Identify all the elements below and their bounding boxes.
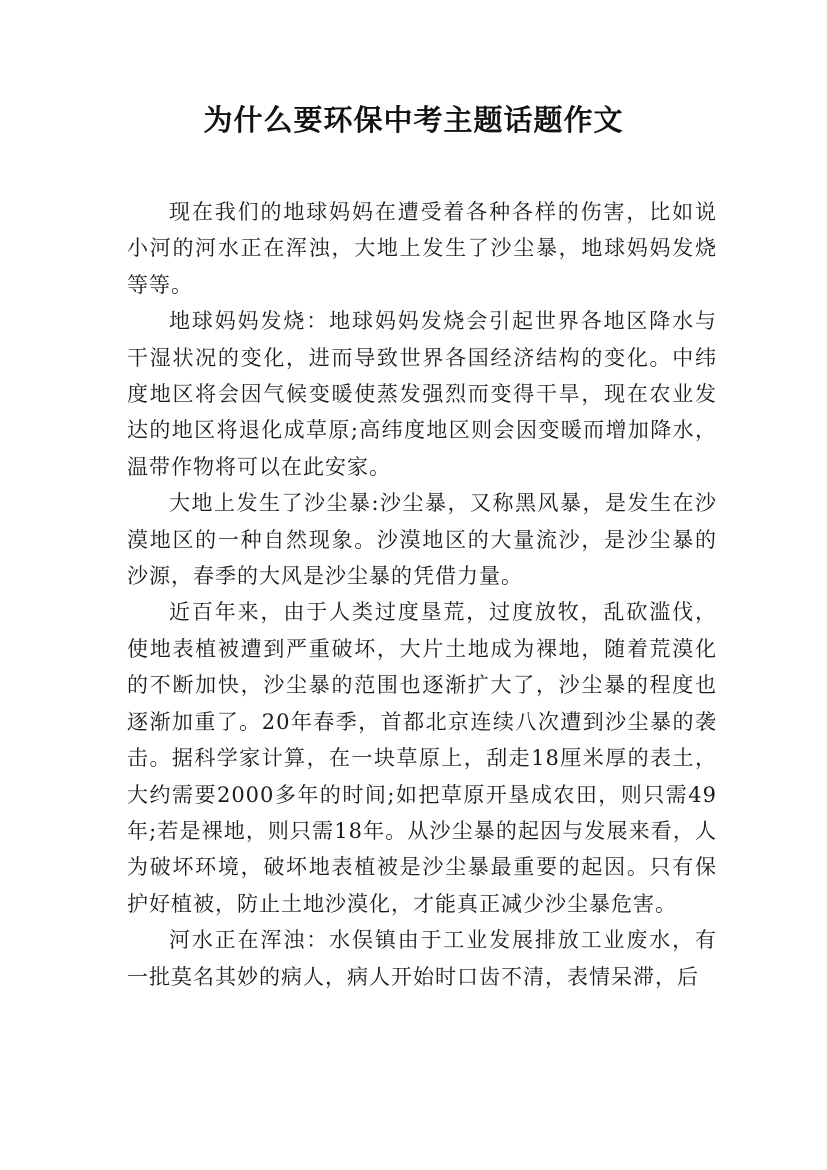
document-title: 为什么要环保中考主题话题作文 bbox=[203, 103, 624, 137]
paragraph: 大地上发生了沙尘暴:沙尘暴，又称黑风暴，是发生在沙漠地区的一种自然现象。沙漠地区的大量流沙，是沙尘暴的沙源，春季的大风是沙尘暴的凭借力量。 bbox=[127, 491, 717, 589]
paragraph: 现在我们的地球妈妈在遭受着各种各样的伤害，比如说小河的河水正在浑浊，大地上发生了沙尘暴，地球妈妈发烧等等。 bbox=[127, 200, 717, 297]
paragraph: 地球妈妈发烧：地球妈妈发烧会引起世界各地区降水与干湿状况的变化，进而导致世界各国经济结构的变化。中纬度地区将会因气候变暖使蒸发强烈而变得干旱，现在农业发达的地区将退化成草原;高纬度地区则会因变暖而增加降水，温带作物将可以在此安家。 bbox=[127, 309, 717, 479]
paragraph: 近百年来，由于人类过度垦荒，过度放牧，乱砍滥伐，使地表植被遭到严重破坏，大片土地成为裸地，随着荒漠化的不断加快，沙尘暴的范围也逐渐扩大了，沙尘暴的程度也逐渐加重了。20年春季，首都北京连续八次遭到沙尘暴的袭击。据科学家计算，在一块草原上，刮走18厘米厚的表土，大约需要2000多年的时间;如把草原开垦成农田，则只需49年;若是裸地，则只需18年。从沙尘暴的起因与发展来看，人为破坏环境，破坏地表植被是沙尘暴最重要的起因。只有保护好植被，防止土地沙漠化，才能真正减少沙尘暴危害。 bbox=[127, 600, 717, 916]
document-body bbox=[127, 194, 717, 995]
paragraph: 河水正在浑浊：水俣镇由于工业发展排放工业废水，有一批莫名其妙的病人，病人开始时口齿不清，表情呆滞，后 bbox=[127, 928, 717, 989]
